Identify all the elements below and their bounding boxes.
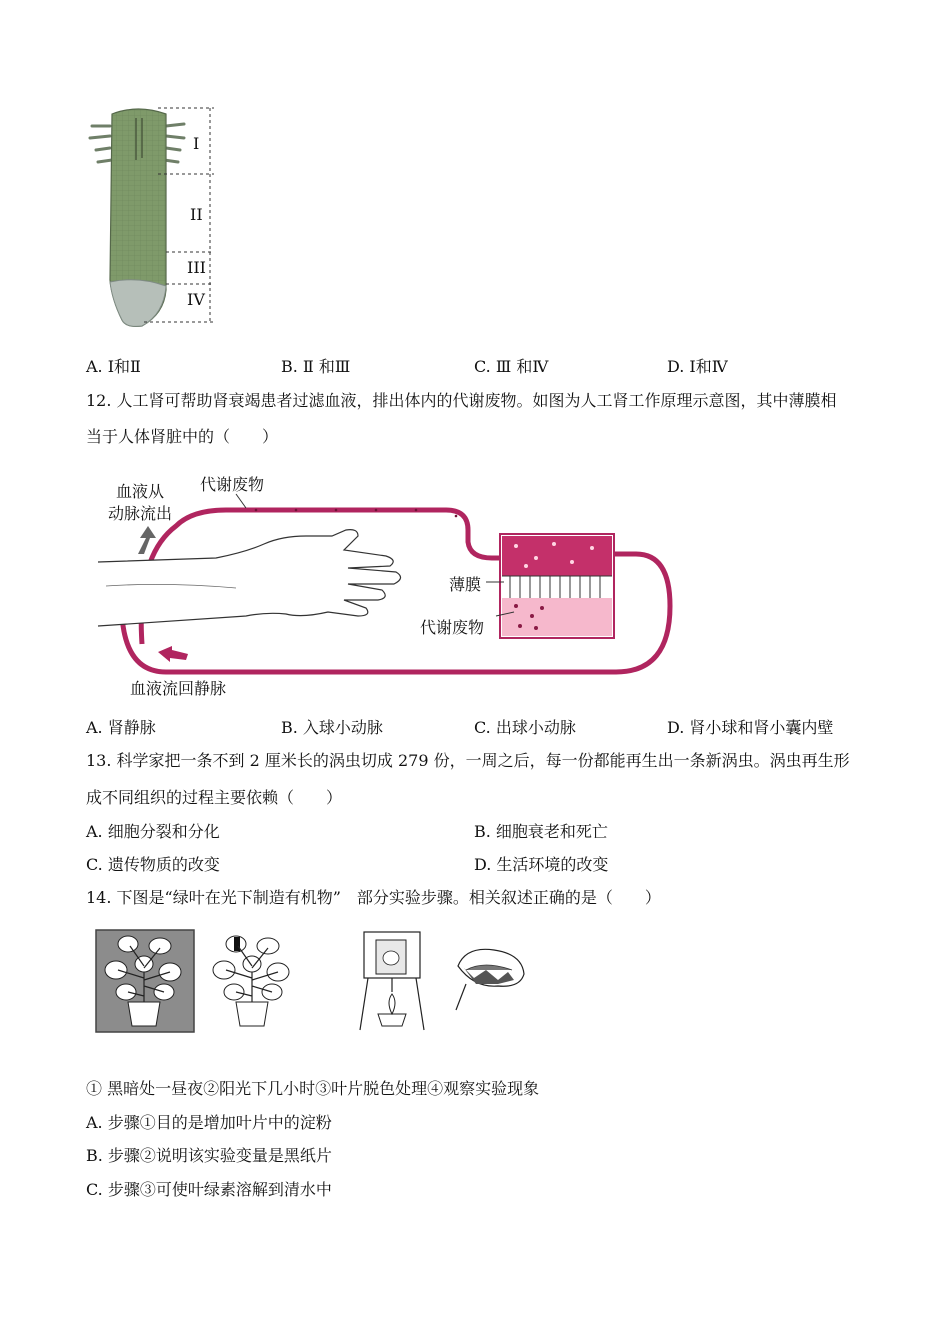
q12-stem-line1: 12. 人工肾可帮助肾衰竭患者过滤血液，排出体内的代谢废物。如图为人工肾工作原理示意图，其中薄膜相: [86, 391, 837, 410]
experiment-steps-figure: [94, 926, 534, 1038]
q13-option-c[interactable]: C. 遗传物质的改变: [86, 855, 220, 874]
q12-option-b[interactable]: B. 入球小动脉: [281, 718, 383, 737]
zone-label-1: I: [193, 134, 200, 153]
q11-option-a[interactable]: A. Ⅰ和Ⅱ: [86, 357, 141, 376]
label-metabolic-waste-top: 代谢废物: [200, 475, 265, 494]
q12-option-d[interactable]: D. 肾小球和肾小囊内壁: [667, 718, 834, 737]
zone-label-2: II: [190, 205, 203, 224]
q14-option-a[interactable]: A. 步骤①目的是增加叶片中的淀粉: [86, 1113, 332, 1132]
q14-stem: 14. 下图是“绿叶在光下制造有机物” 部分实验步骤。相关叙述正确的是（ ）: [86, 888, 661, 907]
q11-option-d[interactable]: D. Ⅰ和Ⅳ: [667, 357, 728, 376]
q11-option-c[interactable]: C. Ⅲ 和Ⅳ: [474, 357, 549, 376]
zone-label-3: III: [187, 258, 206, 277]
artificial-kidney-figure: [96, 466, 686, 706]
q13-option-b[interactable]: B. 细胞衰老和死亡: [474, 822, 608, 841]
q12-stem-line2: 当于人体肾脏中的（ ）: [86, 427, 279, 446]
root-tip-figure: [86, 100, 226, 332]
q13-stem-line2: 成不同组织的过程主要依赖（ ）: [86, 788, 343, 807]
q13-option-d[interactable]: D. 生活环境的改变: [474, 855, 609, 874]
label-membrane: 薄膜: [449, 575, 482, 594]
q13-option-a[interactable]: A. 细胞分裂和分化: [86, 822, 220, 841]
q12-option-c[interactable]: C. 出球小动脉: [474, 718, 576, 737]
q14-steps: ① 黑暗处一昼夜②阳光下几小时③叶片脱色处理④观察实验现象: [86, 1079, 540, 1098]
label-blood-from-artery-1: 血液从: [116, 482, 165, 501]
label-blood-back-to-vein: 血液流回静脉: [130, 679, 227, 698]
label-blood-from-artery-2: 动脉流出: [108, 504, 173, 523]
q14-option-c[interactable]: C. 步骤③可使叶绿素溶解到清水中: [86, 1180, 332, 1199]
q12-option-a[interactable]: A. 肾静脉: [86, 718, 156, 737]
zone-label-4: IV: [187, 290, 205, 309]
q13-stem-line1: 13. 科学家把一条不到 2 厘米长的涡虫切成 279 份，一周之后，每一份都能再生出一条新涡虫。涡虫再生形: [86, 751, 850, 770]
q14-option-b[interactable]: B. 步骤②说明该实验变量是黑纸片: [86, 1146, 332, 1165]
q11-option-b[interactable]: B. Ⅱ 和Ⅲ: [281, 357, 351, 376]
label-metabolic-waste-right: 代谢废物: [420, 618, 485, 637]
